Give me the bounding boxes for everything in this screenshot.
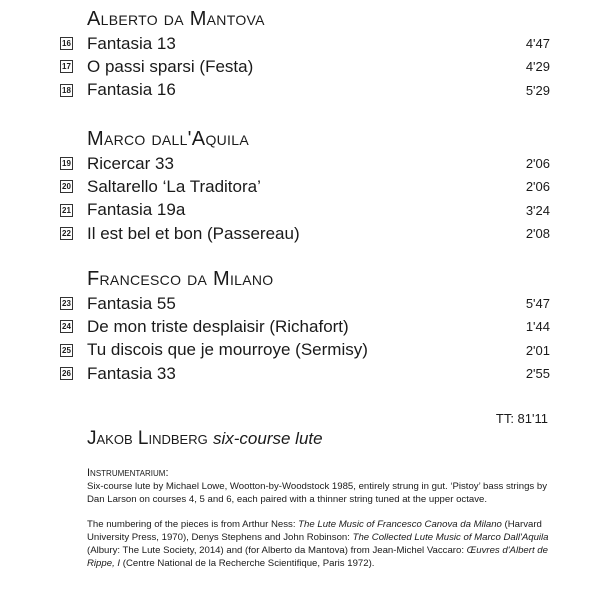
track-title: Tu discois que je mourroye (Sermisy) <box>87 340 368 360</box>
track-number: 18 <box>60 84 73 97</box>
track-row <box>60 152 550 175</box>
composer-section <box>60 6 550 102</box>
track-title: Fantasia 19a <box>87 200 186 220</box>
track-number: 16 <box>60 37 73 50</box>
track-row <box>60 339 550 362</box>
performer-instrument: six-course lute <box>212 429 323 448</box>
track-number: 26 <box>60 367 73 380</box>
track-row <box>60 222 550 245</box>
track-row <box>60 55 550 78</box>
track-title: Fantasia 55 <box>87 293 176 313</box>
composer-section <box>60 126 550 245</box>
track-title: Ricercar 33 <box>87 153 174 173</box>
track-row <box>60 362 550 385</box>
track-row <box>60 32 550 55</box>
track-title: Fantasia 16 <box>87 80 176 100</box>
track-row <box>60 292 550 315</box>
track-title: Il est bel et bon (Passereau) <box>87 223 300 243</box>
note-text: (Harvard University Press, 1970), Denys Stephens and John Robinson: <box>87 519 542 543</box>
note-text: (Albury: The Lute Society, 2014) and (for Alberto da Mantova) from Jean-Michel Vaccaro: <box>87 545 467 556</box>
track-title: Fantasia 13 <box>87 33 176 53</box>
track-number: 25 <box>60 344 73 357</box>
track-title: De mon triste desplaisir (Richafort) <box>87 316 349 336</box>
composer-heading: Alberto da Mantova <box>87 8 265 30</box>
track-number: 20 <box>60 180 73 193</box>
track-duration: 1'44 <box>525 319 550 335</box>
instrumentarium <box>87 467 557 506</box>
track-title: Saltarello ‘La Traditora’ <box>87 176 261 196</box>
composer-section <box>60 266 550 385</box>
composer-heading: Francesco da Milano <box>87 268 274 290</box>
track-title: Fantasia 33 <box>87 363 176 383</box>
track-duration: 2'06 <box>525 156 550 172</box>
composer-heading: Marco dall'Aquila <box>87 128 249 150</box>
track-duration: 4'29 <box>525 59 550 75</box>
track-number: 23 <box>60 297 73 310</box>
track-row <box>60 175 550 198</box>
track-number: 22 <box>60 227 73 240</box>
notes <box>87 467 557 582</box>
book-title: Œuvres d'Albert de Rippe, I <box>87 545 548 569</box>
total-time: TT: 81'11 <box>495 411 548 426</box>
track-duration: 4'47 <box>525 36 550 52</box>
track-number: 19 <box>60 157 73 170</box>
track-row <box>60 199 550 222</box>
numbering-note <box>87 518 557 570</box>
instrumentarium-heading: Instrumentarium: <box>87 467 169 479</box>
track-number: 21 <box>60 204 73 217</box>
track-duration: 5'47 <box>525 296 550 312</box>
track-duration: 2'55 <box>525 366 550 382</box>
track-duration: 2'01 <box>525 342 550 358</box>
note-text: The numbering of the pieces is from Arthur Ness: <box>87 519 299 530</box>
instrumentarium-text: Six-course lute by Michael Lowe, Wootton-by-Woodstock 1985, entirely strung in gut. ‘Pistoy’ bass strings by Dan Larson on courses 4, 5 and 6, each paired with a thinner string tuned at the upper octave. <box>87 481 548 505</box>
track-title: O passi sparsi (Festa) <box>87 56 254 76</box>
performer <box>87 428 323 450</box>
book-title: The Collected Lute Music of Marco Dall'Aquila <box>352 532 549 543</box>
track-row <box>60 79 550 102</box>
track-number: 17 <box>60 60 73 73</box>
track-row <box>60 315 550 338</box>
note-text: (Centre National de la Recherche Scientifique, Paris 1972). <box>120 558 375 569</box>
track-duration: 3'24 <box>525 202 550 218</box>
track-duration: 2'08 <box>525 226 550 242</box>
book-title: The Lute Music of Francesco Canova da Milano <box>298 519 502 530</box>
track-duration: 5'29 <box>525 82 550 98</box>
track-number: 24 <box>60 320 73 333</box>
performer-name: Jakob Lindberg <box>87 428 208 449</box>
track-duration: 2'06 <box>525 179 550 195</box>
